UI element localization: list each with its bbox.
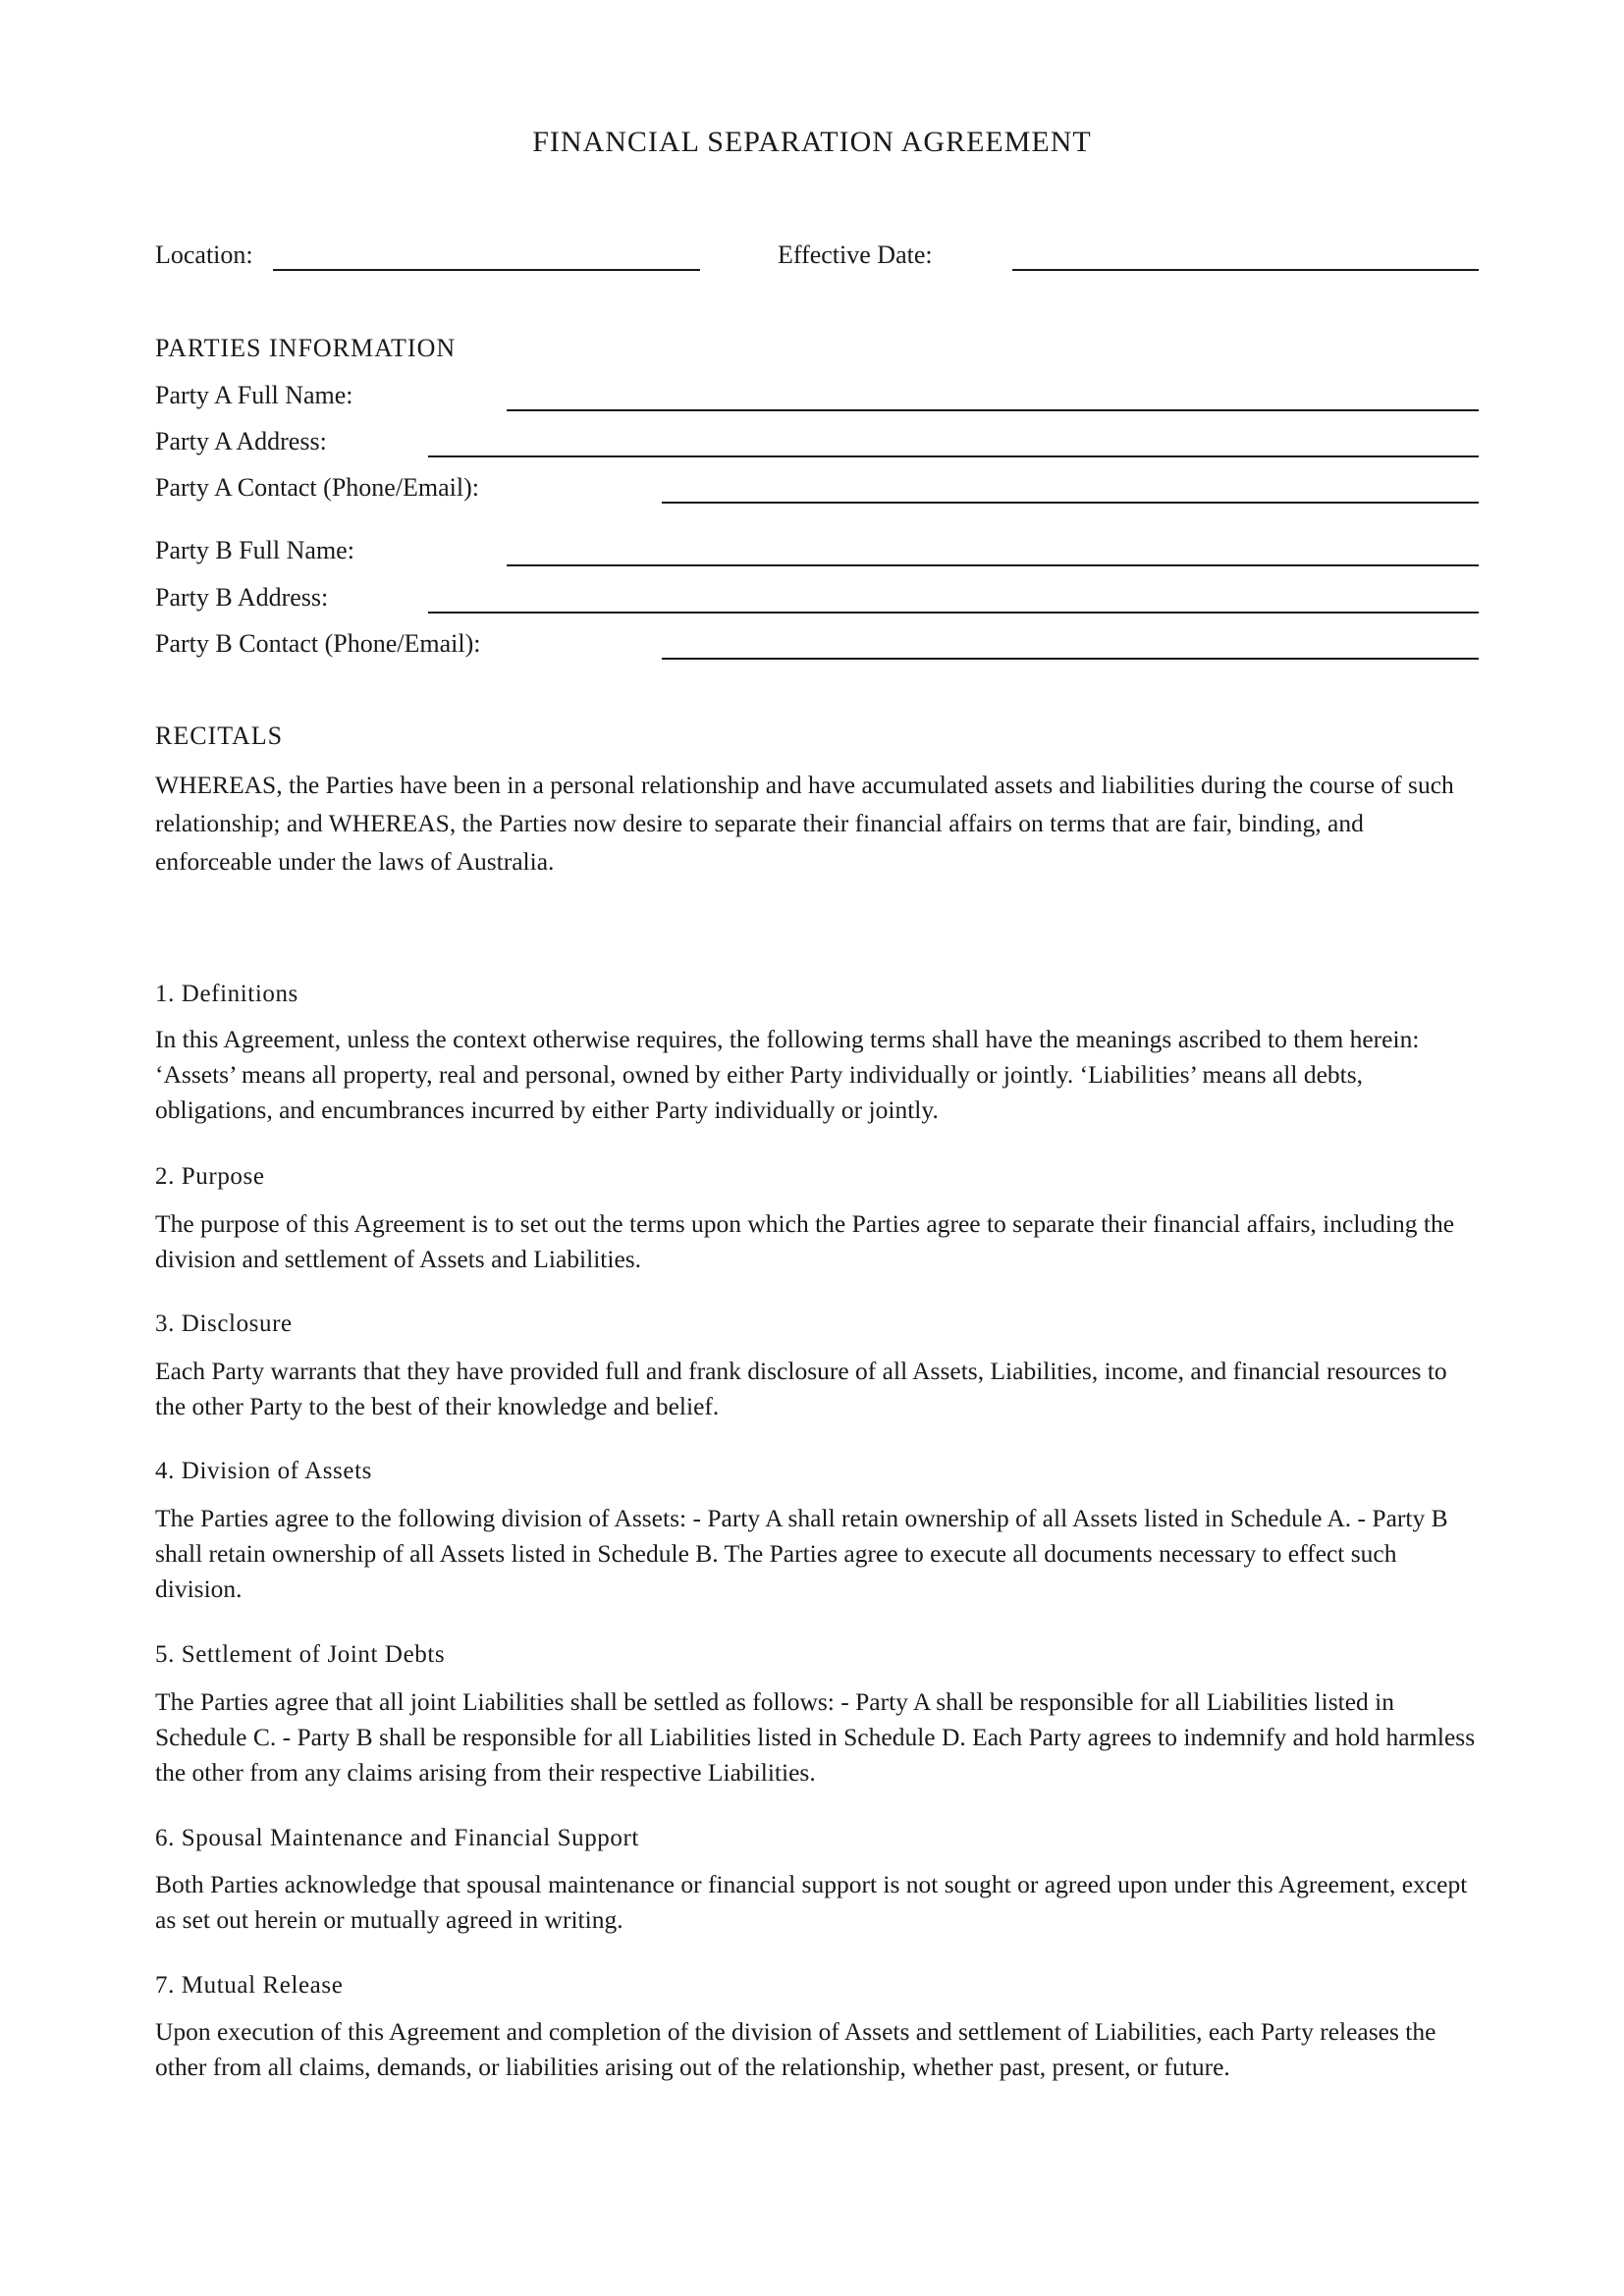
clause-3-text: Each Party warrants that they have provided full and frank disclosure of all Assets, Liabilities, income, and financial resources to the other Party to the best of their knowledge and belief. [155,1357,1447,1420]
clause-6-heading: 6. Spousal Maintenance and Financial Support [155,1825,639,1851]
clause-7-text: Upon execution of this Agreement and completion of the division of Assets and settlement of Liabilities, each Party releases the other from all claims, demands, or liabilities arising out of the relationship, whether past, present, or future. [155,2017,1436,2081]
clause-2-text: The purpose of this Agreement is to set out the terms upon which the Parties agree to separate their financial affairs, including the division and settlement of Assets and Liabilities. [155,1209,1455,1273]
clause-6-text: Both Parties acknowledge that spousal maintenance or financial support is not sought or agreed upon under this Agreement, except as set out herein or mutually agreed in writing. [155,1870,1468,1934]
document-title: FINANCIAL SEPARATION AGREEMENT [532,126,1092,158]
clause-3-heading: 3. Disclosure [155,1310,293,1337]
party-b-address-field[interactable] [428,612,1479,614]
effective-date-field[interactable] [1012,269,1479,271]
recitals-text: WHEREAS, the Parties have been in a personal relationship and have accumulated assets and liabilities during the course of such relationship; and WHEREAS, the Parties now desire to separate their financial affairs on terms that are fair, binding, and enforceable under the laws of Australia. [155,771,1454,876]
party-b-name-label: Party B Full Name: [155,536,354,564]
party-b-contact-field[interactable] [662,658,1479,660]
location-field[interactable] [273,269,700,271]
clause-5-heading: 5. Settlement of Joint Debts [155,1641,446,1668]
party-a-contact-label: Party A Contact (Phone/Email): [155,473,480,502]
clause-5-text: The Parties agree that all joint Liabilities shall be settled as follows: - Party A shall be responsible for all Liabilities listed in Schedule C. - Party B shall be responsible for all Liabilities listed in Schedule D. Each Party agrees to indemnify and hold harmless the other from any claims arising from their respective Liabilities. [155,1687,1476,1787]
party-a-name-label: Party A Full Name: [155,381,353,409]
party-b-address-label: Party B Address: [155,583,329,612]
clause-1-heading: 1. Definitions [155,981,298,1007]
parties-information-heading: PARTIES INFORMATION [155,334,457,362]
party-b-name-field[interactable] [507,564,1479,566]
clause-2-heading: 2. Purpose [155,1163,265,1190]
clause-4-text: The Parties agree to the following division of Assets: - Party A shall retain ownership of all Assets listed in Schedule A. - Party B shall retain ownership of all Assets listed in Schedule B. The Parties agree to execute all documents necessary to effect such division. [155,1504,1448,1603]
party-b-contact-label: Party B Contact (Phone/Email): [155,629,481,658]
recitals-heading: RECITALS [155,721,284,750]
clause-4-heading: 4. Division of Assets [155,1458,372,1484]
clause-1-text: In this Agreement, unless the context otherwise requires, the following terms shall have the meanings ascribed to them herein: ‘Assets’ means all property, real and personal, owned by either Party individually or jointly. ‘Liabilities’ means all debts, obligations, and encumbrances incurred by either Party individually or jointly. [155,1025,1420,1124]
party-a-name-field[interactable] [507,409,1479,411]
location-label: Location: [155,240,253,269]
clause-7-heading: 7. Mutual Release [155,1972,344,1999]
party-a-address-field[interactable] [428,455,1479,457]
effective-date-label: Effective Date: [778,240,933,269]
party-a-address-label: Party A Address: [155,427,327,455]
party-a-contact-field[interactable] [662,502,1479,504]
